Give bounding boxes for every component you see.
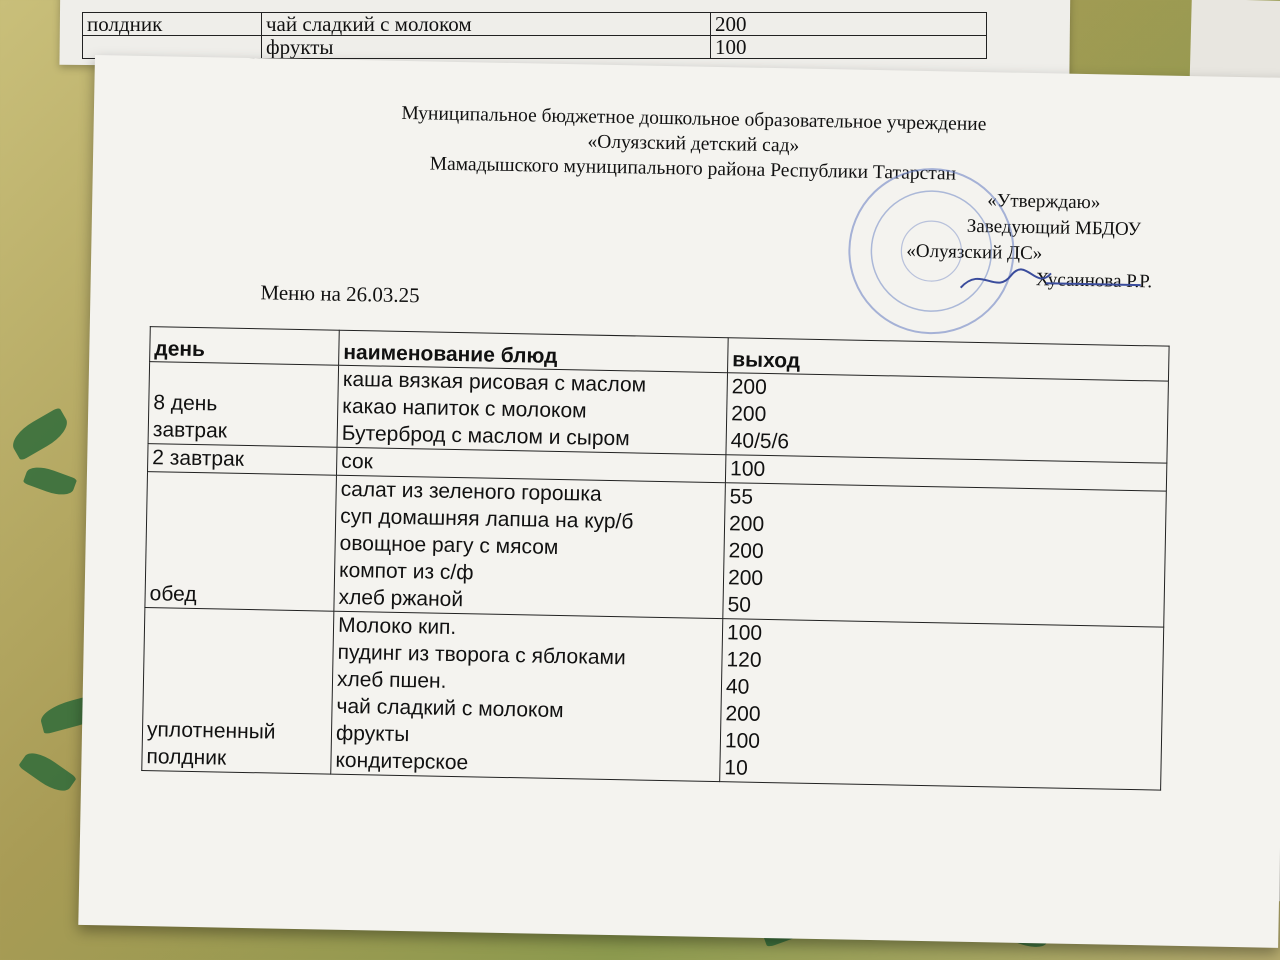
dish-cell: [331, 611, 723, 781]
dish-name: хлеб пшен.: [336, 667, 447, 693]
dish-name: Молоко кип.: [337, 613, 457, 640]
leaf-decoration: [23, 462, 78, 500]
output-value: 200: [728, 512, 765, 536]
meal-label: уплотненный: [146, 718, 276, 744]
menu-table: [141, 326, 1169, 790]
output-value: 100: [729, 457, 766, 481]
dish-name: компот из с/ф: [338, 558, 474, 585]
dish-cell: фрукты: [262, 36, 711, 59]
dish-name: суп домашняя лапша на кур/б: [339, 504, 634, 534]
output-value: 10: [724, 756, 749, 780]
dish-name: фрукты: [335, 721, 410, 747]
previous-page-table: [82, 12, 987, 59]
approver-name: Хусаинова Р.Р.: [1035, 269, 1153, 293]
output-cell: 200: [711, 13, 987, 36]
meal-cell: полдник: [83, 13, 262, 36]
dish-name: Бутерброд с маслом и сыром: [341, 421, 630, 451]
dish-name: каша вязкая рисовая с маслом: [342, 367, 647, 397]
output-value: 55: [729, 485, 754, 509]
output-value: 40: [725, 675, 750, 699]
menu-title: Меню на 26.03.25: [260, 280, 420, 308]
meal-cell: [148, 444, 338, 476]
output-value: 50: [727, 593, 752, 617]
output-cell: 100: [711, 36, 987, 59]
table-row: [83, 13, 987, 36]
signature: [950, 259, 1151, 303]
header-dish: наименование блюд: [339, 330, 729, 372]
meal-cell: [148, 362, 339, 448]
dish-name: сок: [341, 449, 374, 474]
dish-name: пудинг из творога с яблоками: [337, 640, 626, 670]
output-value: 100: [726, 621, 763, 645]
official-stamp-seal: [825, 164, 1038, 338]
dish-cell: [337, 365, 728, 454]
meal-cell: [142, 608, 334, 775]
output-cell: [726, 373, 1168, 463]
output-value: 200: [731, 375, 768, 399]
meal-label: обед: [149, 582, 197, 607]
dish-name: кондитерское: [335, 748, 469, 775]
output-value: 120: [726, 648, 762, 672]
approver-org: «Олуязский ДС»: [906, 240, 1043, 265]
dish-name: салат из зеленого горошка: [340, 477, 602, 506]
leaf-decoration: [7, 407, 73, 461]
meal-cell: [145, 472, 337, 612]
dish-cell: [334, 475, 726, 618]
meal-label: 8 день: [153, 391, 218, 416]
output-cell: [720, 619, 1164, 790]
approve-label: «Утверждаю»: [987, 190, 1101, 214]
approver-position: Заведующий МБДОУ: [966, 215, 1142, 241]
output-value: 200: [728, 539, 764, 563]
meal-label: 2 завтрак: [152, 446, 245, 471]
dish-name: чай сладкий с молоком: [336, 694, 564, 723]
leaf-decoration: [18, 746, 77, 797]
output-value: 100: [724, 729, 761, 753]
org-name-line2: «Олуязский детский сад»: [587, 131, 800, 157]
output-value: 200: [727, 566, 764, 590]
header-output: выход: [728, 338, 1170, 381]
menu-sheet: [78, 55, 1280, 948]
meal-label: полдник: [146, 745, 227, 770]
dish-name: какао напиток с молоком: [342, 394, 587, 423]
output-value: 200: [731, 402, 767, 426]
output-value: 200: [725, 702, 761, 726]
dish-cell: чай сладкий с молоком: [262, 13, 711, 36]
dish-name: хлеб ржаной: [338, 585, 464, 612]
table-row: [142, 608, 1164, 791]
meal-label: завтрак: [152, 418, 228, 443]
output-value: 40/5/6: [730, 429, 790, 454]
table-row: [145, 472, 1166, 628]
output-cell: [723, 483, 1167, 627]
table-row: [83, 36, 987, 59]
org-name-line3: Мамадышского муниципального района Республики Татарстан: [429, 153, 957, 185]
org-name-line1: Муниципальное бюджетное дошкольное образовательное учреждение: [401, 102, 987, 136]
header-day: день: [150, 327, 340, 366]
dish-name: овощное рагу с мясом: [339, 531, 559, 559]
